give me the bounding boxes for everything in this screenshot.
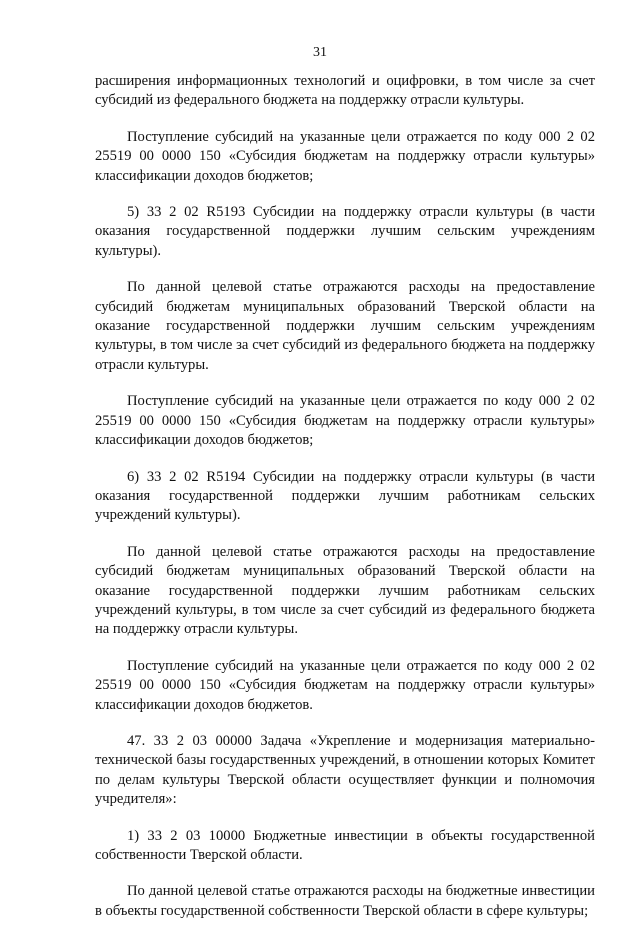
paragraph-item-1: 1) 33 2 03 10000 Бюджетные инвестиции в объекты государственной собственности Тверской области. [95,827,595,863]
page-number: 31 [313,45,327,60]
paragraph-task-47: 47. 33 2 03 00000 Задача «Укрепление и модернизация материально-технической базы государственных учреждений, в отношении которых Комитет по делам культуры Тверской области осуществляет функции и полномочия учредителя»: [95,732,595,808]
paragraph-item-5: 5) 33 2 02 R5193 Субсидии на поддержку отрасли культуры (в части оказания государственной поддержки лучшим сельским учреждениям культуры). [95,204,595,259]
paragraph-income-code-2: Поступление субсидий на указанные цели отражается по коду 000 2 02 25519 00 0000 150 «Субсидия бюджетам на поддержку отрасли культуры» классификации доходов бюджетов; [95,393,595,449]
document-body [95,72,595,938]
paragraph-expenses-description-2: По данной целевой статье отражаются расходы на предоставление субсидий бюджетам муниципальных образований Тверской области на оказание государственной поддержки лучшим работникам сельских учреждений культуры, в том числе за счет субсидий из федерального бюджета на поддержку отрасли культуры. [95,543,595,638]
paragraph-continuation: расширения информационных технологий и оцифровки, в том числе за счет субсидий из федерального бюджета на поддержку отрасли культуры. [95,73,595,109]
paragraph-expenses-description-3: По данной целевой статье отражаются расходы на бюджетные инвестиции в объекты государственной собственности Тверской области в сфере культуры; [95,883,595,919]
paragraph-income-code-1: Поступление субсидий на указанные цели отражается по коду 000 2 02 25519 00 0000 150 «Субсидия бюджетам на поддержку отрасли культуры» классификации доходов бюджетов; [95,128,595,184]
paragraph-expenses-description-1: По данной целевой статье отражаются расходы на предоставление субсидий бюджетам муниципальных образований Тверской области на оказание государственной поддержки лучшим сельским учреждениям культуры, в том числе за счет субсидий из федерального бюджета на поддержку отрасли культуры. [95,279,595,373]
paragraph-income-code-3: Поступление субсидий на указанные цели отражается по коду 000 2 02 25519 00 0000 150 «Субсидия бюджетам на поддержку отрасли культуры» классификации доходов бюджетов. [95,657,595,713]
paragraph-item-6: 6) 33 2 02 R5194 Субсидии на поддержку отрасли культуры (в части оказания государственной поддержки лучшим работникам сельских учреждений культуры). [95,468,595,524]
